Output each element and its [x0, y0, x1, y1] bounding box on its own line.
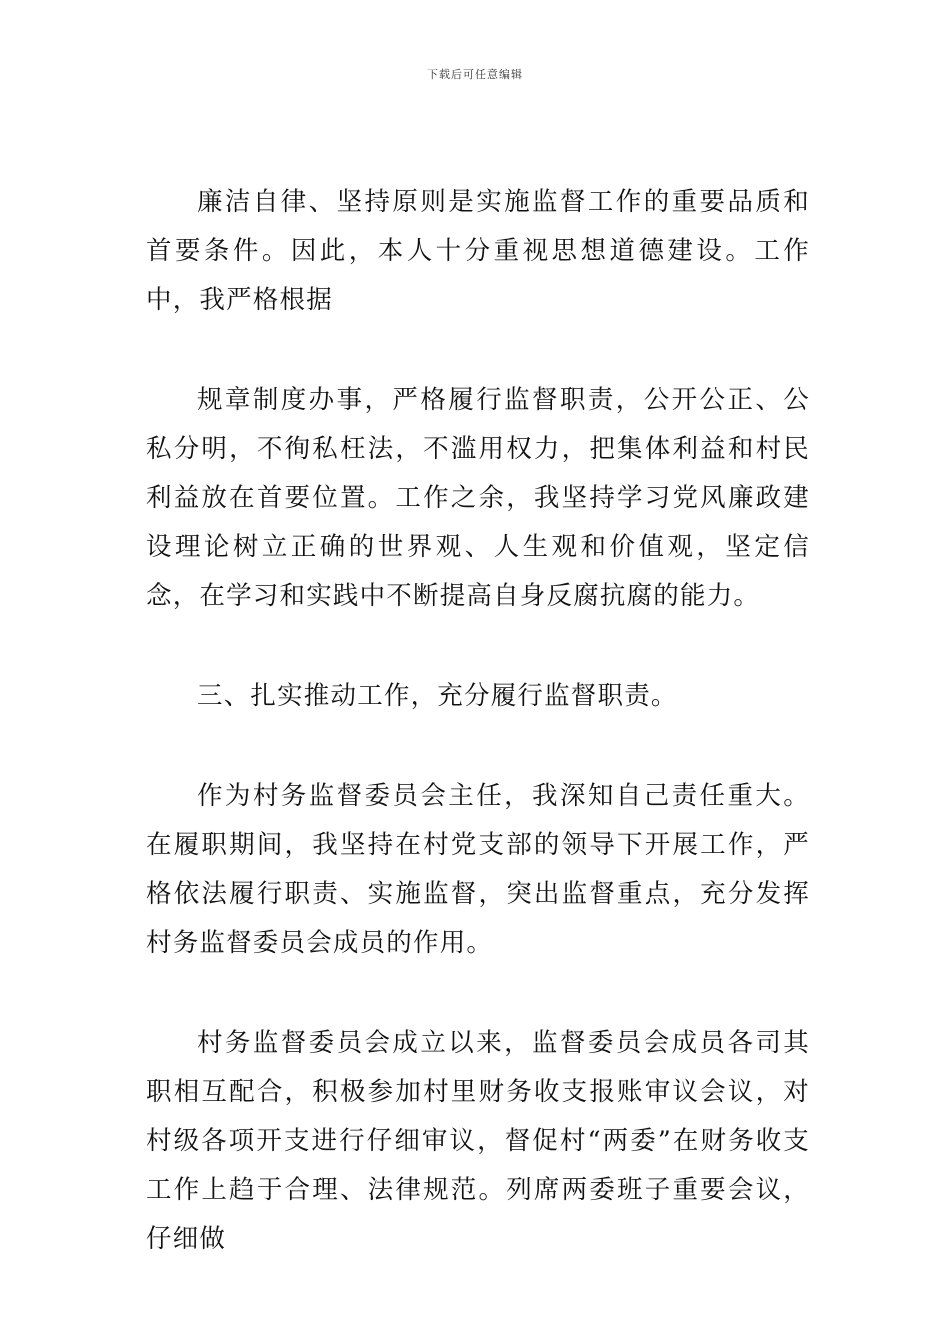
paragraph-duties: 作为村务监督委员会主任，我深知自己责任重大。在履职期间，我坚持在村党支部的领导下开展工作，严格依法履行职责、实施监督，突出监督重点，充分发挥村务监督委员会成员的作用。	[146, 781, 810, 958]
paragraph-integrity: 廉洁自律、坚持原则是实施监督工作的重要品质和首要条件。因此，本人十分重视思想道德建设。工作中，我严格根据	[146, 187, 810, 315]
paragraph-gap	[146, 968, 810, 1019]
paragraph-gap	[146, 621, 810, 672]
paragraph-committee: 村务监督委员会成立以来，监督委员会成员各司其职相互配合，积极参加村里财务收支报账审议会议，对村级各项开支进行仔细审议，督促村“两委”在财务收支工作上趋于合理、法律规范。列席两委班子重要会议，仔细做	[146, 1028, 810, 1254]
section-heading: 三、扎实推动工作，充分履行监督职责。	[197, 681, 678, 711]
paragraph-gap	[146, 325, 810, 376]
paragraph-gap	[146, 721, 810, 772]
document-body	[146, 178, 810, 1264]
page-header-note: 下载后可任意编辑	[427, 68, 523, 81]
paragraph-rules: 规章制度办事，严格履行监督职责，公开公正、公私分明，不徇私枉法，不滥用权力，把集体利益和村民利益放在首要位置。工作之余，我坚持学习党风廉政建设理论树立正确的世界观、人生观和价值观，坚定信念，在学习和实践中不断提高自身反腐抗腐的能力。	[146, 385, 810, 611]
